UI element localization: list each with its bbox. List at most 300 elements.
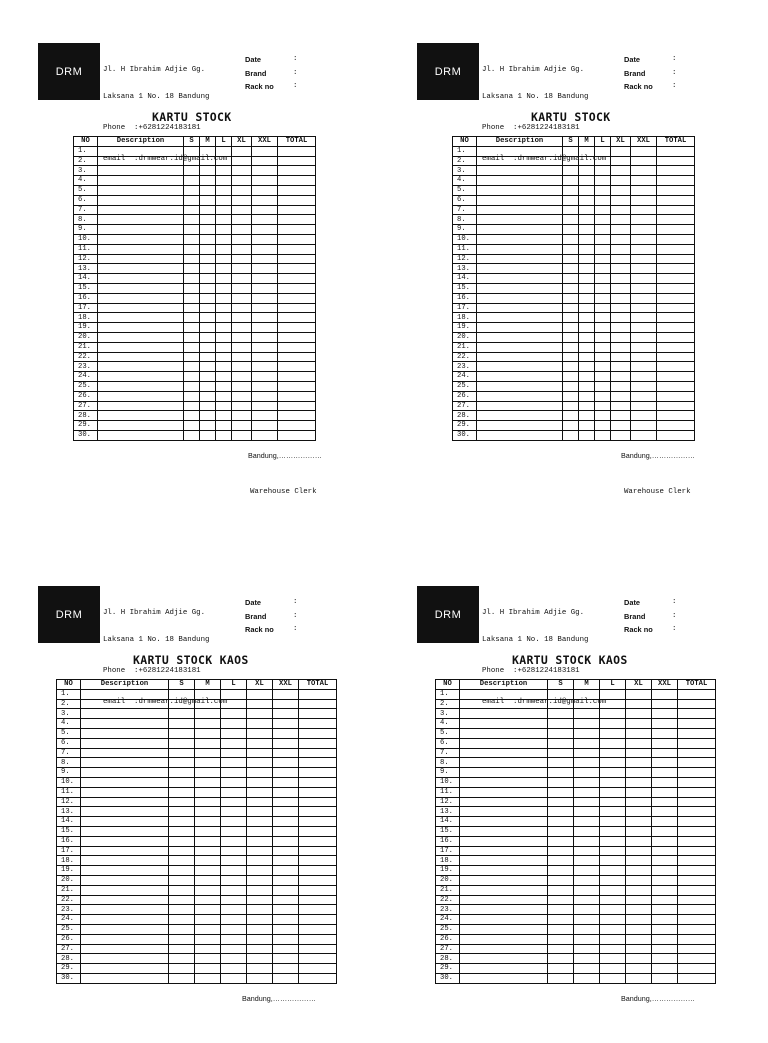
table-cell — [678, 944, 716, 954]
column-header: XL — [611, 137, 631, 147]
column-header: XXL — [631, 137, 657, 147]
table-cell — [216, 176, 232, 186]
meta-row — [245, 80, 297, 94]
row-number: 9. — [74, 225, 98, 235]
table-cell — [195, 866, 221, 876]
table-cell — [200, 283, 216, 293]
row-number: 8. — [436, 758, 460, 768]
table-cell — [563, 381, 579, 391]
meta-label: Date — [624, 598, 641, 607]
table-cell — [81, 866, 169, 876]
brand-logo: DRM — [417, 586, 479, 643]
table-row — [453, 205, 695, 215]
column-header: S — [169, 680, 195, 690]
table-cell — [563, 176, 579, 186]
table-row — [74, 372, 316, 382]
table-cell — [98, 313, 184, 323]
table-cell — [631, 205, 657, 215]
table-cell — [247, 728, 273, 738]
table-cell — [460, 866, 548, 876]
table-cell — [200, 362, 216, 372]
table-cell — [232, 185, 252, 195]
table-cell — [574, 728, 600, 738]
table-cell — [579, 411, 595, 421]
table-cell — [631, 411, 657, 421]
table-row — [453, 391, 695, 401]
stock-card — [0, 0, 384, 500]
table-cell — [626, 934, 652, 944]
table-cell — [273, 817, 299, 827]
table-cell — [626, 748, 652, 758]
table-header-row — [57, 680, 337, 690]
table-cell — [81, 885, 169, 895]
table-row — [57, 964, 337, 974]
table-cell — [678, 777, 716, 787]
table-cell — [299, 924, 337, 934]
table-row — [453, 421, 695, 431]
meta-separator: : — [672, 625, 677, 633]
table-cell — [169, 738, 195, 748]
table-cell — [247, 797, 273, 807]
table-cell — [611, 421, 631, 431]
table-row — [74, 225, 316, 235]
table-cell — [232, 401, 252, 411]
table-cell — [563, 195, 579, 205]
row-number: 2. — [436, 699, 460, 709]
row-number: 8. — [453, 215, 477, 225]
table-cell — [611, 146, 631, 156]
table-cell — [626, 964, 652, 974]
table-cell — [98, 303, 184, 313]
table-row — [436, 875, 716, 885]
table-row — [57, 846, 337, 856]
table-cell — [169, 787, 195, 797]
table-cell — [98, 244, 184, 254]
table-row — [453, 430, 695, 440]
table-cell — [631, 421, 657, 431]
table-cell — [98, 176, 184, 186]
table-cell — [273, 689, 299, 699]
table-cell — [216, 215, 232, 225]
table-cell — [195, 807, 221, 817]
table-cell — [98, 362, 184, 372]
table-row — [74, 166, 316, 176]
table-cell — [631, 323, 657, 333]
table-cell — [216, 244, 232, 254]
row-number: 8. — [74, 215, 98, 225]
table-cell — [477, 156, 563, 166]
table-cell — [81, 905, 169, 915]
row-number: 28. — [453, 411, 477, 421]
table-cell — [252, 254, 278, 264]
row-number: 25. — [436, 924, 460, 934]
table-cell — [232, 411, 252, 421]
meta-row — [624, 596, 676, 610]
phone-text: Phone :+6281224183181 — [103, 124, 201, 132]
table-cell — [477, 313, 563, 323]
table-cell — [299, 866, 337, 876]
table-cell — [232, 205, 252, 215]
table-cell — [221, 944, 247, 954]
table-cell — [595, 323, 611, 333]
table-row — [57, 924, 337, 934]
table-cell — [221, 973, 247, 983]
table-cell — [98, 215, 184, 225]
table-cell — [460, 944, 548, 954]
table-cell — [221, 846, 247, 856]
table-cell — [563, 274, 579, 284]
row-number: 27. — [453, 401, 477, 411]
stock-card — [0, 543, 384, 1043]
table-cell — [595, 264, 611, 274]
row-number: 4. — [453, 176, 477, 186]
table-cell — [221, 768, 247, 778]
table-cell — [652, 728, 678, 738]
column-header: S — [548, 680, 574, 690]
table-cell — [678, 738, 716, 748]
row-number: 26. — [436, 934, 460, 944]
table-cell — [652, 973, 678, 983]
row-number: 14. — [57, 817, 81, 827]
address-line: Laksana 1 No. 18 Bandung — [482, 93, 589, 101]
table-cell — [477, 430, 563, 440]
table-cell — [184, 215, 200, 225]
table-cell — [460, 689, 548, 699]
table-cell — [548, 807, 574, 817]
table-cell — [216, 430, 232, 440]
table-row — [57, 699, 337, 709]
table-cell — [657, 352, 695, 362]
row-number: 28. — [436, 954, 460, 964]
table-row — [453, 195, 695, 205]
table-cell — [232, 234, 252, 244]
table-cell — [221, 758, 247, 768]
card-meta — [245, 53, 297, 94]
table-cell — [579, 283, 595, 293]
row-number: 24. — [57, 915, 81, 925]
row-number: 9. — [436, 768, 460, 778]
table-cell — [600, 758, 626, 768]
table-cell — [563, 313, 579, 323]
stock-table — [73, 136, 316, 441]
table-cell — [657, 176, 695, 186]
card-title: KARTU STOCK KAOS — [512, 653, 628, 667]
table-cell — [200, 166, 216, 176]
table-cell — [299, 915, 337, 925]
table-cell — [563, 166, 579, 176]
table-cell — [579, 244, 595, 254]
table-cell — [81, 895, 169, 905]
table-cell — [579, 430, 595, 440]
meta-label: Brand — [245, 68, 267, 78]
table-cell — [600, 768, 626, 778]
table-cell — [626, 846, 652, 856]
table-cell — [477, 234, 563, 244]
table-cell — [574, 924, 600, 934]
table-cell — [595, 254, 611, 264]
table-cell — [611, 323, 631, 333]
table-cell — [232, 352, 252, 362]
table-cell — [626, 758, 652, 768]
row-number: 25. — [57, 924, 81, 934]
table-cell — [184, 352, 200, 362]
table-cell — [626, 807, 652, 817]
table-header-row — [74, 137, 316, 147]
meta-separator: : — [293, 598, 298, 606]
table-cell — [626, 826, 652, 836]
meta-separator: : — [293, 82, 298, 90]
table-cell — [477, 215, 563, 225]
table-cell — [299, 748, 337, 758]
table-cell — [273, 709, 299, 719]
table-cell — [600, 748, 626, 758]
table-cell — [678, 964, 716, 974]
row-number: 30. — [74, 430, 98, 440]
table-cell — [678, 787, 716, 797]
table-row — [436, 709, 716, 719]
brand-logo: DRM — [417, 43, 479, 100]
table-row — [436, 924, 716, 934]
table-cell — [477, 185, 563, 195]
meta-row — [624, 623, 676, 637]
column-header: NO — [436, 680, 460, 690]
table-row — [74, 244, 316, 254]
table-cell — [678, 934, 716, 944]
table-cell — [278, 323, 316, 333]
table-cell — [232, 332, 252, 342]
row-number: 4. — [436, 719, 460, 729]
table-cell — [579, 195, 595, 205]
table-cell — [574, 797, 600, 807]
table-cell — [81, 719, 169, 729]
table-cell — [477, 303, 563, 313]
meta-row — [624, 80, 676, 94]
table-cell — [169, 934, 195, 944]
table-cell — [595, 244, 611, 254]
table-cell — [678, 846, 716, 856]
table-cell — [247, 738, 273, 748]
table-cell — [626, 709, 652, 719]
table-cell — [460, 699, 548, 709]
column-header: Description — [98, 137, 184, 147]
table-cell — [595, 156, 611, 166]
table-cell — [98, 146, 184, 156]
table-cell — [548, 719, 574, 729]
table-cell — [278, 293, 316, 303]
table-row — [436, 787, 716, 797]
table-row — [57, 885, 337, 895]
table-cell — [477, 381, 563, 391]
table-cell — [200, 372, 216, 382]
table-cell — [81, 699, 169, 709]
row-number: 21. — [57, 885, 81, 895]
table-cell — [600, 905, 626, 915]
table-cell — [460, 768, 548, 778]
table-cell — [600, 719, 626, 729]
table-cell — [200, 195, 216, 205]
table-row — [453, 342, 695, 352]
table-cell — [600, 846, 626, 856]
table-cell — [652, 836, 678, 846]
table-cell — [252, 401, 278, 411]
table-cell — [574, 885, 600, 895]
table-cell — [81, 875, 169, 885]
table-cell — [460, 719, 548, 729]
table-cell — [252, 421, 278, 431]
row-number: 18. — [436, 856, 460, 866]
row-number: 22. — [436, 895, 460, 905]
table-cell — [81, 777, 169, 787]
table-cell — [200, 215, 216, 225]
table-cell — [563, 254, 579, 264]
table-row — [436, 885, 716, 895]
table-cell — [169, 836, 195, 846]
table-row — [74, 264, 316, 274]
row-number: 2. — [453, 156, 477, 166]
table-cell — [81, 973, 169, 983]
table-cell — [477, 176, 563, 186]
table-cell — [460, 885, 548, 895]
table-row — [436, 826, 716, 836]
signature-role: Warehouse Clerk — [250, 488, 317, 496]
brand-logo: DRM — [38, 586, 100, 643]
table-cell — [247, 758, 273, 768]
table-row — [74, 342, 316, 352]
stock-table — [435, 679, 716, 984]
table-cell — [169, 817, 195, 827]
table-row — [57, 836, 337, 846]
table-cell — [548, 728, 574, 738]
table-cell — [611, 411, 631, 421]
table-row — [74, 391, 316, 401]
table-cell — [98, 293, 184, 303]
table-cell — [169, 885, 195, 895]
table-cell — [232, 146, 252, 156]
table-cell — [678, 748, 716, 758]
table-row — [436, 748, 716, 758]
meta-separator: : — [672, 55, 677, 63]
table-cell — [98, 381, 184, 391]
table-cell — [247, 934, 273, 944]
row-number: 18. — [74, 313, 98, 323]
table-cell — [657, 421, 695, 431]
row-number: 12. — [436, 797, 460, 807]
table-cell — [600, 924, 626, 934]
table-cell — [548, 875, 574, 885]
table-cell — [460, 738, 548, 748]
table-cell — [657, 244, 695, 254]
table-row — [453, 323, 695, 333]
table-cell — [611, 225, 631, 235]
table-cell — [232, 176, 252, 186]
table-cell — [247, 944, 273, 954]
table-cell — [657, 362, 695, 372]
table-cell — [169, 728, 195, 738]
table-cell — [600, 934, 626, 944]
table-cell — [252, 352, 278, 362]
table-cell — [273, 973, 299, 983]
table-cell — [631, 283, 657, 293]
table-cell — [574, 689, 600, 699]
email-text: email :drmwear.id@gmail.com — [103, 155, 228, 163]
row-number: 1. — [453, 146, 477, 156]
table-cell — [579, 332, 595, 342]
table-cell — [232, 283, 252, 293]
table-cell — [652, 719, 678, 729]
table-cell — [631, 225, 657, 235]
table-row — [74, 156, 316, 166]
table-cell — [460, 915, 548, 925]
table-row — [74, 195, 316, 205]
row-number: 3. — [57, 709, 81, 719]
table-cell — [579, 166, 595, 176]
table-cell — [657, 411, 695, 421]
table-cell — [548, 973, 574, 983]
table-cell — [200, 234, 216, 244]
table-cell — [299, 973, 337, 983]
table-cell — [657, 332, 695, 342]
table-cell — [477, 401, 563, 411]
table-cell — [548, 758, 574, 768]
table-header-row — [436, 680, 716, 690]
table-cell — [252, 195, 278, 205]
row-number: 15. — [74, 283, 98, 293]
table-cell — [195, 875, 221, 885]
table-cell — [247, 807, 273, 817]
table-cell — [652, 748, 678, 758]
table-cell — [626, 866, 652, 876]
table-cell — [299, 856, 337, 866]
table-cell — [563, 225, 579, 235]
table-row — [57, 817, 337, 827]
brand-logo: DRM — [38, 43, 100, 100]
table-cell — [611, 195, 631, 205]
table-cell — [574, 905, 600, 915]
table-cell — [652, 807, 678, 817]
table-row — [74, 401, 316, 411]
table-cell — [631, 293, 657, 303]
meta-row — [245, 53, 297, 67]
table-cell — [299, 964, 337, 974]
column-header: L — [221, 680, 247, 690]
table-cell — [611, 283, 631, 293]
table-cell — [477, 411, 563, 421]
table-row — [57, 689, 337, 699]
table-cell — [247, 954, 273, 964]
table-cell — [216, 352, 232, 362]
table-cell — [195, 787, 221, 797]
table-cell — [548, 777, 574, 787]
table-cell — [247, 826, 273, 836]
address-line: Jl. H Ibrahim Adjie Gg. — [103, 66, 206, 74]
table-cell — [652, 866, 678, 876]
meta-label: Brand — [624, 611, 646, 621]
address-line: Laksana 1 No. 18 Bandung — [103, 93, 210, 101]
table-row — [74, 254, 316, 264]
table-cell — [548, 954, 574, 964]
row-number: 17. — [74, 303, 98, 313]
table-cell — [184, 401, 200, 411]
table-cell — [626, 924, 652, 934]
table-cell — [460, 973, 548, 983]
row-number: 25. — [74, 381, 98, 391]
meta-separator: : — [672, 611, 677, 620]
table-cell — [247, 885, 273, 895]
card-title: KARTU STOCK KAOS — [133, 653, 249, 667]
table-cell — [652, 924, 678, 934]
table-cell — [195, 758, 221, 768]
table-cell — [98, 342, 184, 352]
